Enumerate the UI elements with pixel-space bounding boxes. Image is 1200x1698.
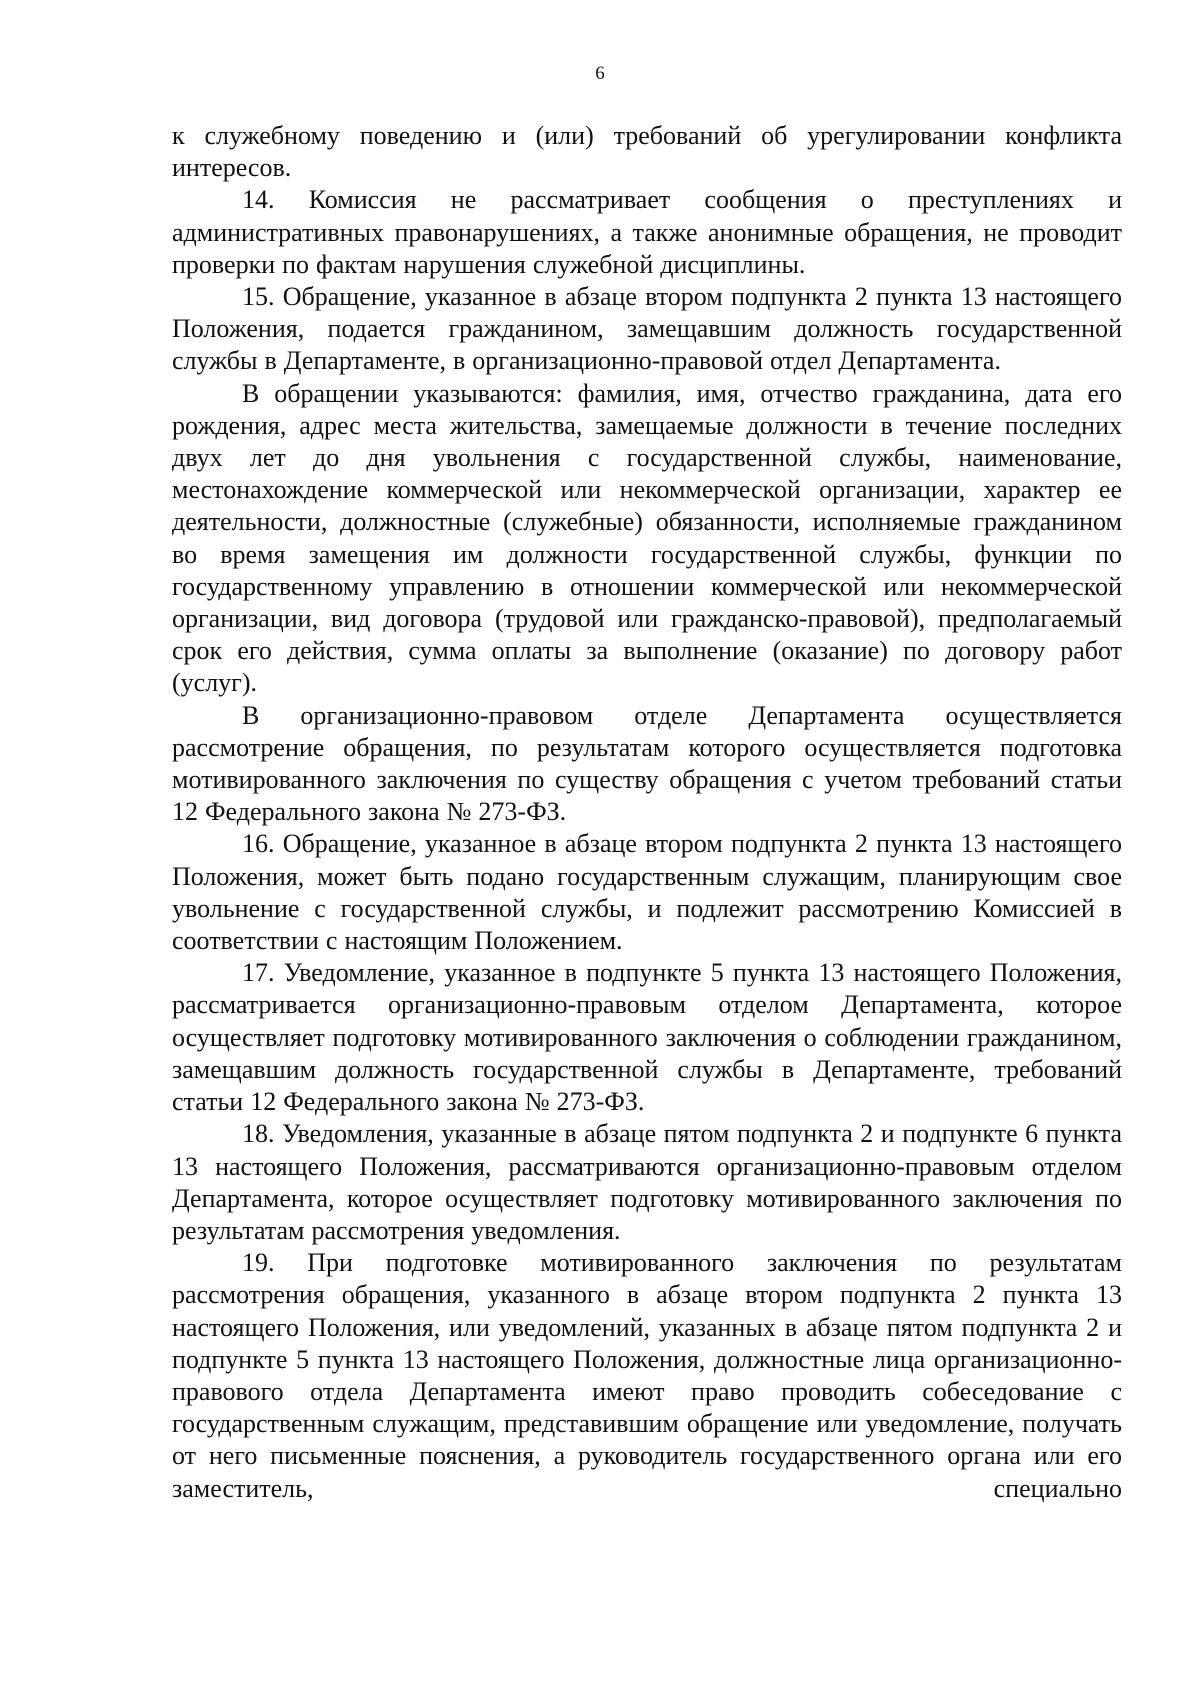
- paragraph-17: 17. Уведомление, указанное в подпункте 5 пункта 13 настоящего Положения, рассматривается организационно-правовым отделом Департамента, которое осуществляет подготовку мотивированного заключения о соблюдении гражданином, замещавшим должность государственной службы в Департаменте, требований статьи 12 Федерального закона № 273-ФЗ.: [172, 958, 1122, 1117]
- page-number: 6: [595, 63, 605, 84]
- paragraph-15-request-contents: В обращении указываются: фамилия, имя, отчество гражданина, дата его рождения, адрес места жительства, замещаемые должности в течение последних двух лет до дня увольнения с государственной службы, наименование, местонахождение коммерческой или некоммерческой организации, характер ее деятельности, должностные (служебные) обязанности, исполняемые гражданином во время замещения им должности государственной службы, функции по государственному управлению в отношении коммерческой или некоммерческой организации, вид договора (трудовой или гражданско-правовой), предполагаемый срок его действия, сумма оплаты за выполнение (оказание) по договору работ (услуг).: [172, 378, 1122, 698]
- paragraph-15: 15. Обращение, указанное в абзаце втором подпункта 2 пункта 13 настоящего Положения, подается гражданином, замещавшим должность государственной службы в Департаменте, в организационно-правовой отдел Департамента.: [172, 282, 1122, 376]
- paragraph-18: 18. Уведомления, указанные в абзаце пятом подпункта 2 и подпункте 6 пункта 13 настоящего Положения, рассматриваются организационно-правовым отделом Департамента, которое осуществляет подготовку мотивированного заключения по результатам рассмотрения уведомления.: [172, 1119, 1122, 1245]
- paragraph-15-review: В организационно-правовом отделе Департамента осуществляется рассмотрение обращения, по результатам которого осуществляется подготовка мотивированного заключения по существу обращения с учетом требований статьи 12 Федерального закона № 273-ФЗ.: [172, 700, 1122, 827]
- paragraph-16: 16. Обращение, указанное в абзаце втором подпункта 2 пункта 13 настоящего Положения, может быть подано государственным служащим, планирующим свое увольнение с государственной службы, и подлежит рассмотрению Комиссией в соответствии с настоящим Положением.: [172, 829, 1122, 956]
- paragraph-continuation: к служебному поведению и (или) требований об урегулировании конфликта интересов.: [172, 121, 1122, 183]
- document-body: [172, 120, 1122, 1505]
- paragraph-19: 19. При подготовке мотивированного заключения по результатам рассмотрения обращения, указанного в абзаце втором подпункта 2 пункта 13 настоящего Положения, или уведомлений, указанных в абзаце пятом подпункта 2 и подпункте 5 пункта 13 настоящего Положения, должностные лица организационно-правового отдела Департамента имеют право проводить собеседование с государственным служащим, представившим обращение или уведомление, получать от него письменные пояснения, а руководитель государственного органа или его заместитель, специально: [172, 1248, 1122, 1503]
- paragraph-14: 14. Комиссия не рассматривает сообщения о преступлениях и административных правонарушениях, а также анонимные обращения, не проводит проверки по фактам нарушения служебной дисциплины.: [172, 185, 1122, 279]
